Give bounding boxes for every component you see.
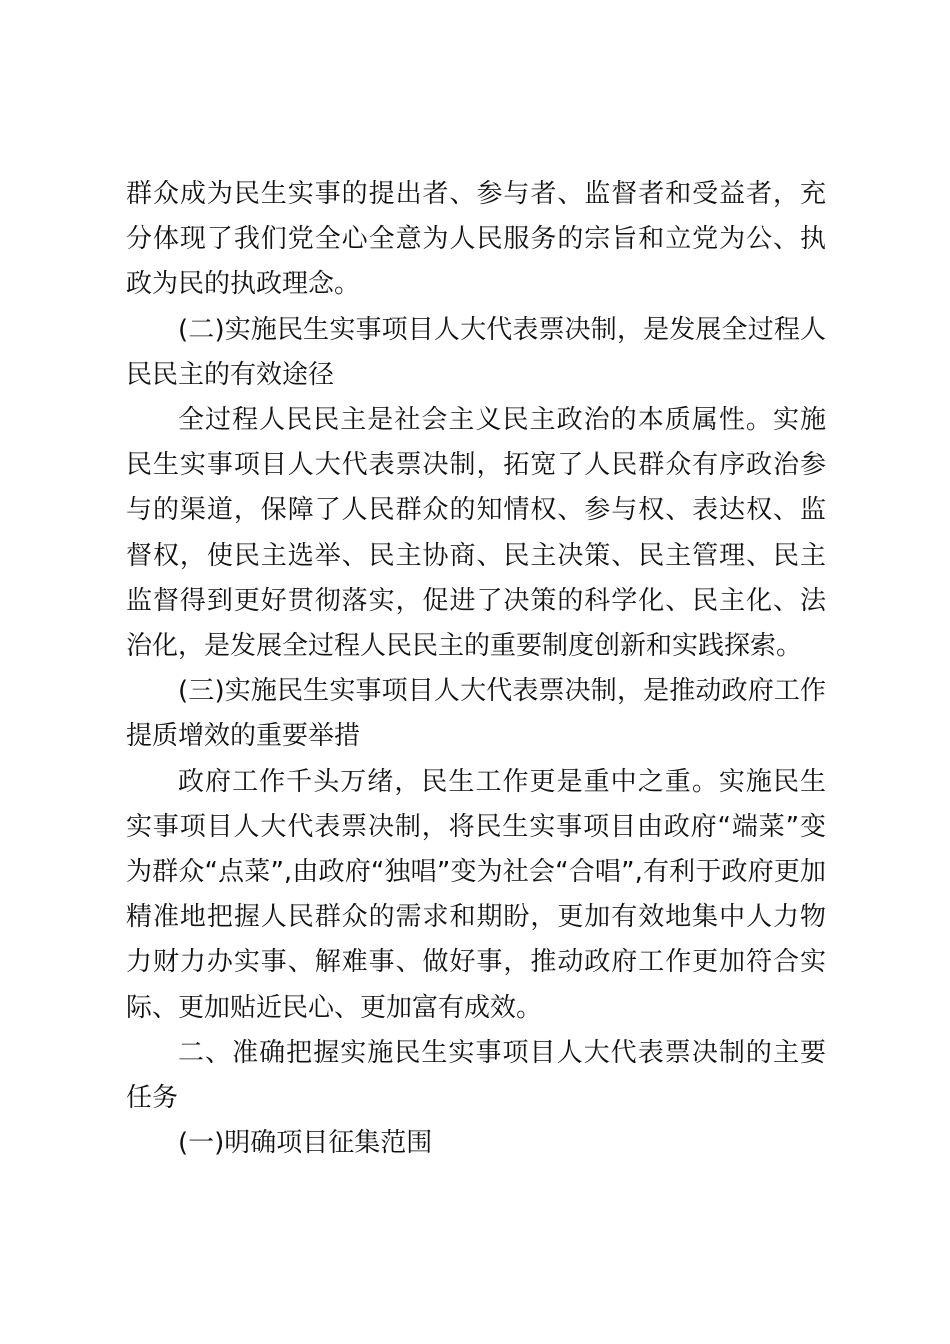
heading-section-2: (二)实施民生实事项目人大代表票决制，是发展全过程人民民主的有效途径 xyxy=(126,314,826,390)
paragraph-whole-process-democracy: 全过程人民民主是社会主义民主政治的本质属性。实施民生实事项目人大代表票决制，拓宽了人民群众有序政治参与的渠道，保障了人民群众的知情权、参与权、表达权、监督权，使民主选举、民主协商、民主决策、民主管理、民主监督得到更好贯彻落实，促进了决策的科学化、民主化、法治化，是发展全过程人民民主的重要制度创新和实践探索。 xyxy=(126,405,826,662)
paragraph-continuation: 群众成为民生实事的提出者、参与者、监督者和受益者，充分体现了我们党全心全意为人民服务的宗旨和立党为公、执政为民的执政理念。 xyxy=(126,179,826,300)
heading-section-3: (三)实施民生实事项目人大代表票决制，是推动政府工作提质增效的重要举措 xyxy=(126,676,826,752)
document-page xyxy=(126,172,826,1166)
heading-subsection-1: (一)明确项目征集范围 xyxy=(178,1128,433,1159)
paragraph-government-work: 政府工作千头万绪，民生工作更是重中之重。实施民生实事项目人大代表票决制，将民生实事项目由政府“端菜”变为群众“点菜”,由政府“独唱”变为社会“合唱”,有利于政府更加精准地把握人民群众的需求和期盼，更加有效地集中人力物力财力办实事、解难事、做好事，推动政府工作更加符合实际、更加贴近民心、更加富有成效。 xyxy=(126,766,826,1023)
heading-main-tasks: 二、准确把握实施民生实事项目人大代表票决制的主要任务 xyxy=(126,1037,826,1114)
